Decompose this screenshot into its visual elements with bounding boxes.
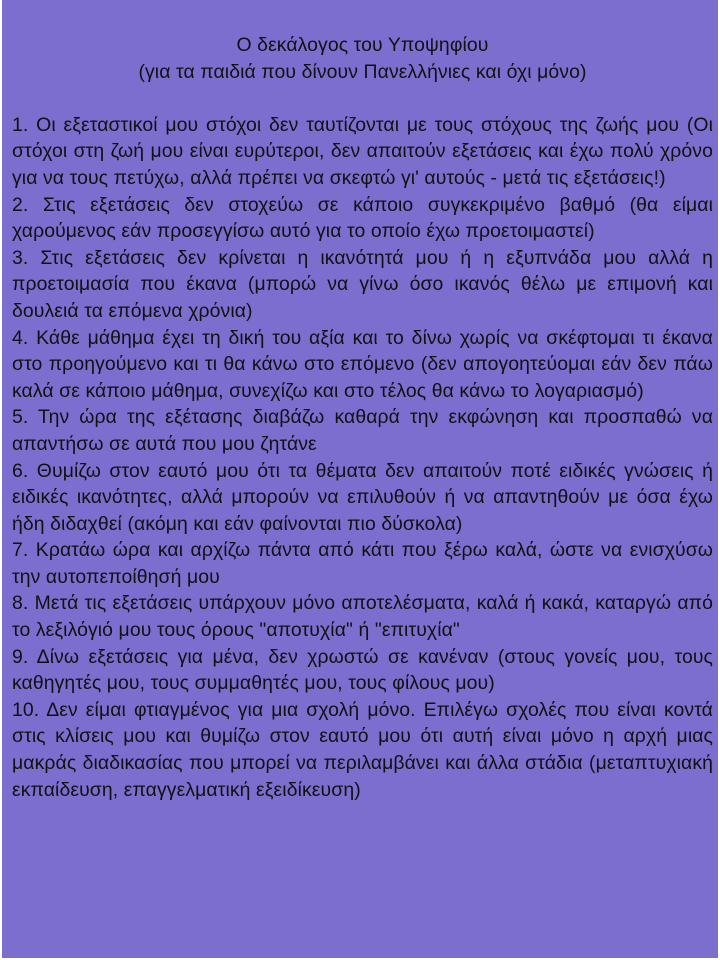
list-item-9: 9. Δίνω εξετάσεις για μένα, δεν χρωστώ σε κανέναν (στους γονείς μου, τους καθηγητές μου, τους συμμαθητές μου, τους φίλους μου) [12,645,713,695]
document-panel [2,0,718,958]
list-item-4: 4. Κάθε μάθημα έχει τη δική του αξία και το δίνω χωρίς να σκέφτομαι τι έκανα στο προηγούμενο και τι θα κάνω στο επόμενο (δεν απογοητεύομαι εάν δεν πάω καλά σε κάποιο μάθημα, συνεχίζω και στο τέλος θα κάνω το λογαριασμό) [12,326,713,402]
title-block [12,32,713,85]
list-item-1: 1. Οι εξεταστικοί μου στόχοι δεν ταυτίζονται με τους στόχους της ζωής μου (Οι στόχοι στη ζωή μου είναι ευρύτεροι, δεν απαιτούν εξετάσεις και έχω πολύ χρόνο για να τους πετύχω, αλλά πρέπει να σκεφτώ γι' αυτούς - μετά τις εξετάσεις!) [12,113,713,189]
item-list [12,112,713,803]
list-item-7: 7. Κρατάω ώρα και αρχίζω πάντα από κάτι που ξέρω καλά, ώστε να ενισχύσω την αυτοπεποίθησή μου [12,539,713,588]
document-title: Ο δεκάλογος του Υποψηφίου [236,34,489,56]
list-item-10: 10. Δεν είμαι φτιαγμένος για μια σχολή μόνο. Επιλέγω σχολές που είναι κοντά στις κλίσεις μου και θυμίζω στον εαυτό μου ότι αυτή είναι μόνο η αρχή μιας μακράς διαδικασίας που μπορεί να περιλαμβάνει και άλλα στάδια (μεταπτυχιακή εκπαίδευση, επαγγελματική εξειδίκευση) [12,698,713,801]
list-item-3: 3. Στις εξετάσεις δεν κρίνεται η ικανότητά μου ή η εξυπνάδα μου αλλά η προετοιμασία που έκανα (μπορώ να γίνω όσο ικανός θέλω με επιμονή και δουλειά τα επόμενα χρόνια) [12,246,713,322]
document-body [12,32,713,803]
spacer [12,85,713,112]
document-subtitle: (για τα παιδιά που δίνουν Πανελλήνιες και όχι μόνο) [138,60,587,83]
list-item-6: 6. Θυμίζω στον εαυτό μου ότι τα θέματα δεν απαιτούν ποτέ ειδικές γνώσεις ή ειδικές ικανότητες, αλλά μπορούν να επιλυθούν ή να απαντηθούν με όσα έχω ήδη διδαχθεί (ακόμη και εάν φαίνονται πιο δύσκολα) [12,459,713,535]
list-item-2: 2. Στις εξετάσεις δεν στοχεύω σε κάποιο συγκεκριμένο βαθμό (θα είμαι χαρούμενος εάν προσεγγίσω αυτό για το οποίο έχω προετοιμαστεί) [12,193,713,243]
list-item-8: 8. Μετά τις εξετάσεις υπάρχουν μόνο αποτελέσματα, καλά ή κακά, καταργώ από το λεξιλόγιό μου τους όρους "αποτυχία" ή "επιτυχία" [12,592,713,642]
list-item-5: 5. Την ώρα της εξέτασης διαβάζω καθαρά την εκφώνηση και προσπαθώ να απαντήσω σε αυτά που μου ζητάνε [12,406,713,455]
